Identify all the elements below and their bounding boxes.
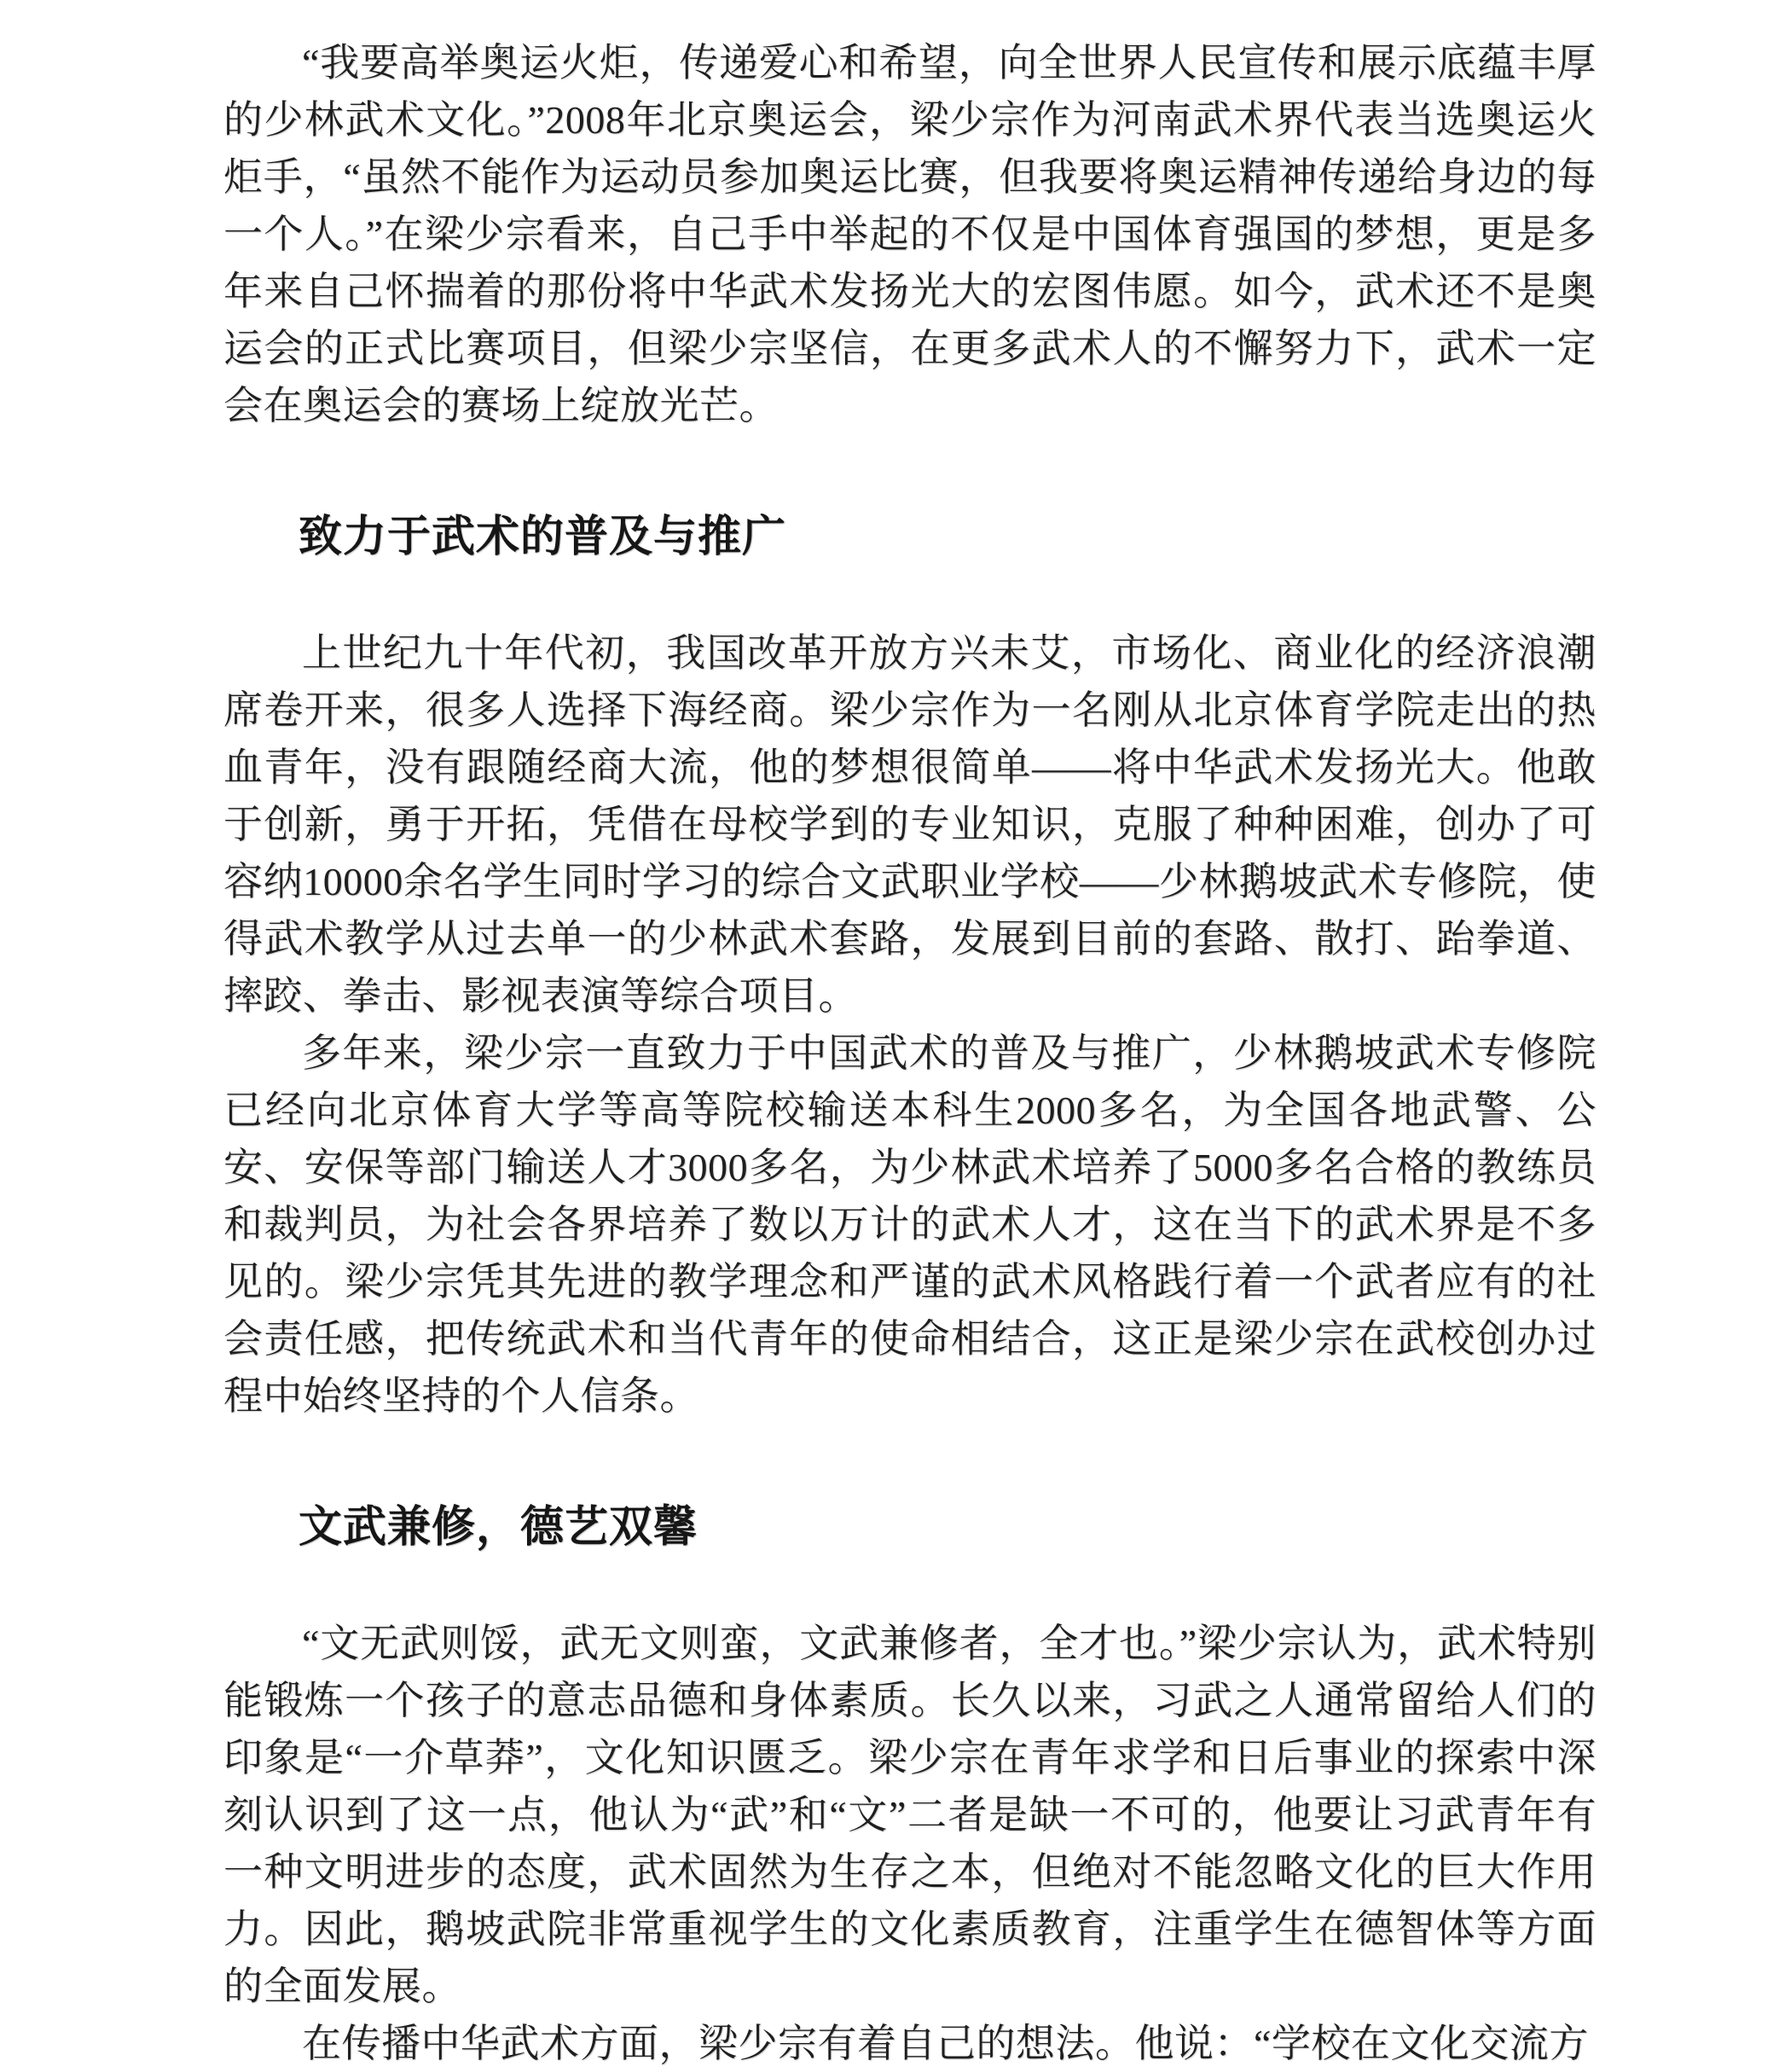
paragraph-truncated-at-page-bottom: 在传播中华武术方面，梁少宗有着自己的想法。他说：“学校在文化交流方 <box>302 2022 1589 2065</box>
paragraph: “文无武则馁，武无文则蛮，文武兼修者，全才也。”梁少宗认为，武术特别能锻炼一个孩子的意志品德和身体素质。长久以来，习武之人通常留给人们的印象是“一介草莽”，文化知识匮乏。梁少宗在青年求学和日后事业的探索中深刻认识到了这一点，他认为“武”和“文”二者是缺一不可的，他要让习武青年有一种文明进步的态度，武术固然为生存之本，但绝对不能忽略文化的巨大作用力。因此，鹅坡武院非常重视学生的文化素质教育，注重学生在德智体等方面的全面发展。 <box>223 1622 1596 2008</box>
text-column <box>223 34 1596 2072</box>
intro-paragraph: “我要高举奥运火炬，传递爱心和希望，向全世界人民宣传和展示底蕴丰厚的少林武术文化。”2008年北京奥运会，梁少宗作为河南武术界代表当选奥运火炬手，“虽然不能作为运动员参加奥运比赛，但我要将奥运精神传递给身边的每一个人。”在梁少宗看来，自己手中举起的不仅是中国体育强国的梦想，更是多年来自己怀揣着的那份将中华武术发扬光大的宏图伟愿。如今，武术还不是奥运会的正式比赛项目，但梁少宗坚信，在更多武术人的不懈努力下，武术一定会在奥运会的赛场上绽放光芒。 <box>223 41 1596 427</box>
section-heading-promotion: 致力于武术的普及与推广 <box>298 512 787 560</box>
section-heading-civil-martial: 文武兼修，德艺双馨 <box>298 1502 698 1551</box>
paragraph: 上世纪九十年代初，我国改革开放方兴未艾，市场化、商业化的经济浪潮席卷开来，很多人选择下海经商。梁少宗作为一名刚从北京体育学院走出的热血青年，没有跟随经商大流，他的梦想很简单——将中华武术发扬光大。他敢于创新，勇于开拓，凭借在母校学到的专业知识，克服了种种困难，创办了可容纳10000余名学生同时学习的综合文武职业学校——少林鹅坡武术专修院，使得武术教学从过去单一的少林武术套路，发展到目前的套路、散打、跆拳道、摔跤、拳击、影视表演等综合项目。 <box>223 631 1596 1018</box>
paragraph: 多年来，梁少宗一直致力于中国武术的普及与推广，少林鹅坡武术专修院已经向北京体育大学等高等院校输送本科生2000多名，为全国各地武警、公安、安保等部门输送人才3000多名，为少林武术培养了5000多名合格的教练员和裁判员，为社会各界培养了数以万计的武术人才，这在当下的武术界是不多见的。梁少宗凭其先进的教学理念和严谨的武术风格践行着一个武者应有的社会责任感，把传统武术和当代青年的使命相结合，这正是梁少宗在武校创办过程中始终坚持的个人信条。 <box>223 1031 1596 1418</box>
